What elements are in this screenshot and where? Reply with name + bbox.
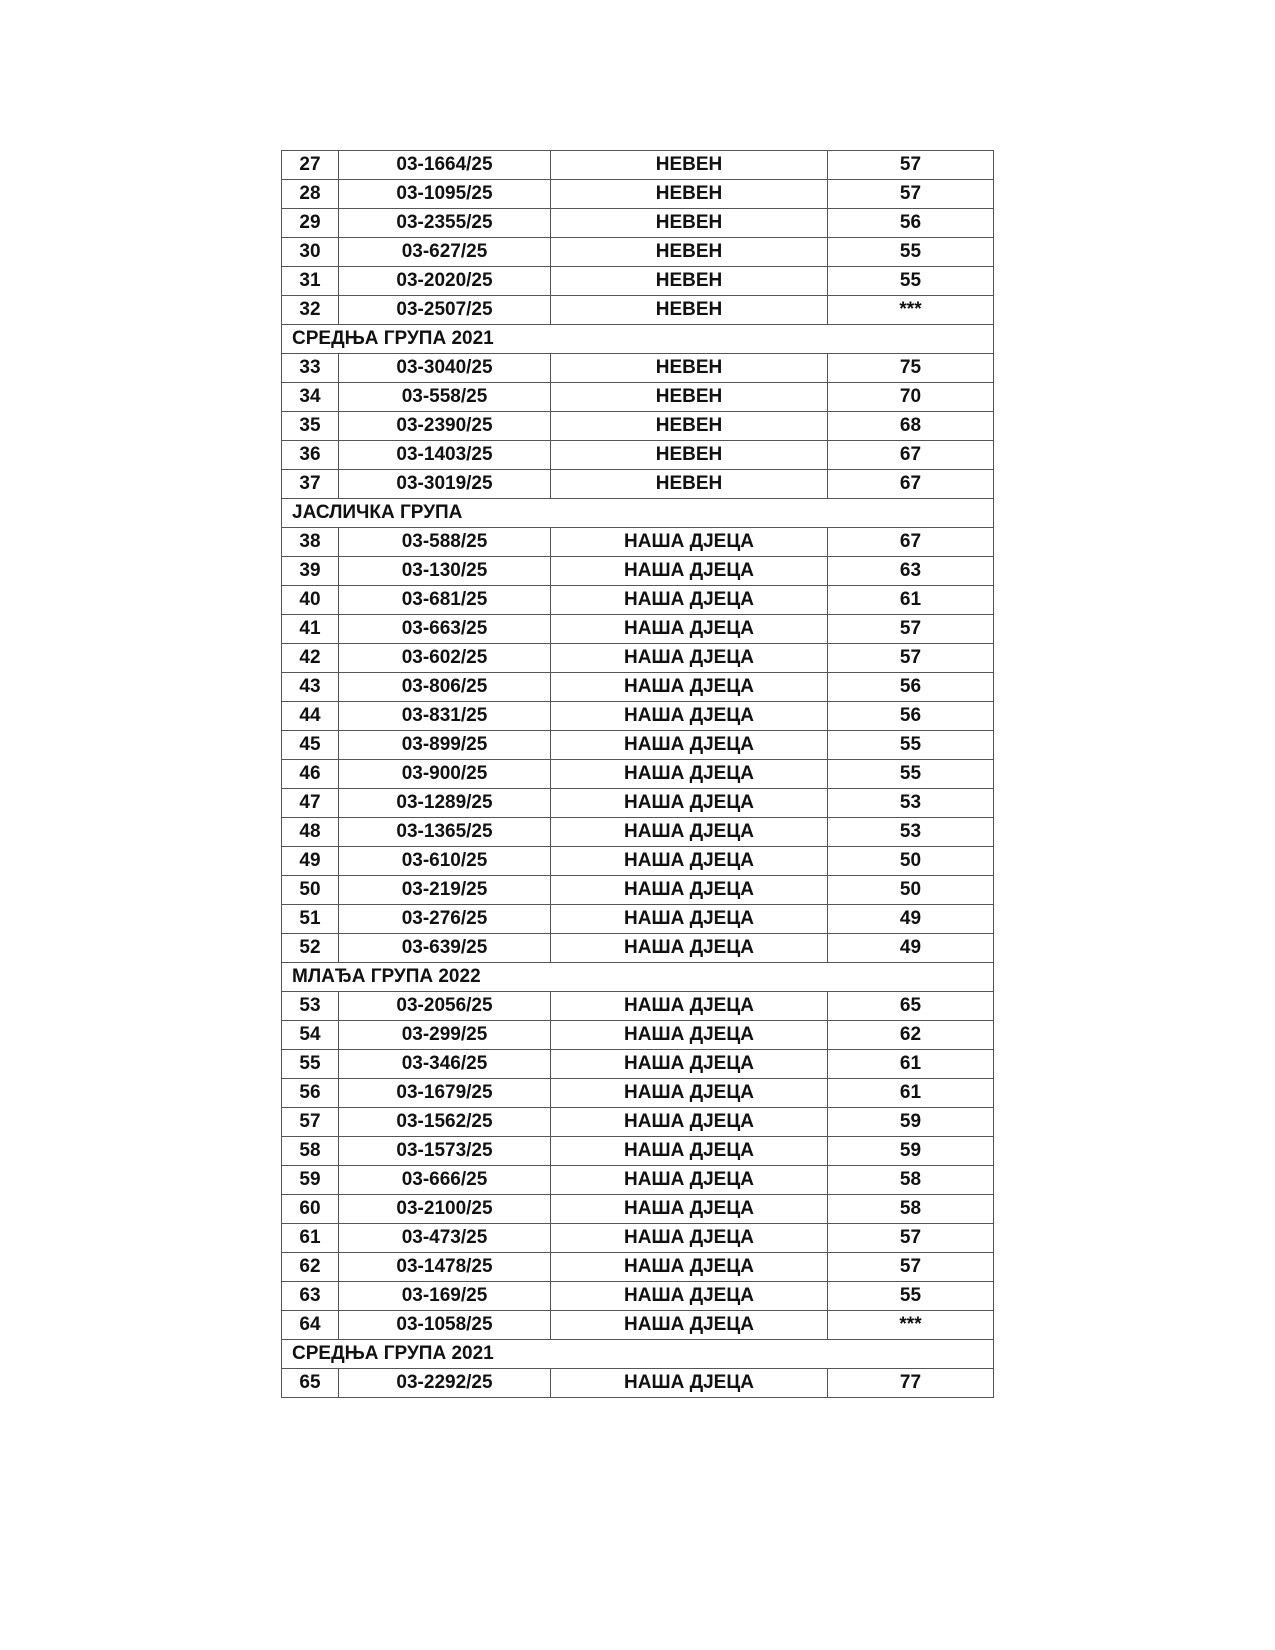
points-value: 59 (828, 1137, 994, 1166)
document-number: 03-219/25 (339, 876, 551, 905)
row-number: 27 (282, 151, 339, 180)
kindergarten-name: НАША ДЈЕЦА (551, 1311, 828, 1340)
row-number: 65 (282, 1369, 339, 1398)
table-row (282, 731, 994, 760)
kindergarten-name: НЕВЕН (551, 151, 828, 180)
points-value: 57 (828, 1253, 994, 1282)
document-number: 03-2390/25 (339, 412, 551, 441)
table-row (282, 354, 994, 383)
table-row (282, 1282, 994, 1311)
points-value: 55 (828, 1282, 994, 1311)
table-row (282, 441, 994, 470)
table-row (282, 1166, 994, 1195)
table-row (282, 1195, 994, 1224)
kindergarten-name: НАША ДЈЕЦА (551, 731, 828, 760)
points-value: 59 (828, 1108, 994, 1137)
table-row (282, 557, 994, 586)
kindergarten-name: НАША ДЈЕЦА (551, 557, 828, 586)
group-label: СРЕДЊА ГРУПА 2021 (282, 1340, 994, 1369)
row-number: 44 (282, 702, 339, 731)
document-number: 03-1365/25 (339, 818, 551, 847)
row-number: 48 (282, 818, 339, 847)
table-row (282, 238, 994, 267)
group-header-row (282, 963, 994, 992)
kindergarten-name: НАША ДЈЕЦА (551, 818, 828, 847)
kindergarten-name: НАША ДЈЕЦА (551, 789, 828, 818)
points-value: *** (828, 1311, 994, 1340)
document-number: 03-831/25 (339, 702, 551, 731)
table-row (282, 1137, 994, 1166)
kindergarten-name: НАША ДЈЕЦА (551, 934, 828, 963)
kindergarten-name: НЕВЕН (551, 180, 828, 209)
table-row (282, 267, 994, 296)
table-row (282, 702, 994, 731)
row-number: 60 (282, 1195, 339, 1224)
points-value: 53 (828, 789, 994, 818)
kindergarten-name: НАША ДЈЕЦА (551, 847, 828, 876)
points-value: 61 (828, 1079, 994, 1108)
row-number: 33 (282, 354, 339, 383)
points-value: 67 (828, 441, 994, 470)
document-number: 03-2020/25 (339, 267, 551, 296)
table-row (282, 1224, 994, 1253)
kindergarten-name: НАША ДЈЕЦА (551, 876, 828, 905)
document-number: 03-2292/25 (339, 1369, 551, 1398)
row-number: 38 (282, 528, 339, 557)
points-value: 57 (828, 180, 994, 209)
row-number: 36 (282, 441, 339, 470)
document-number: 03-3040/25 (339, 354, 551, 383)
document-number: 03-900/25 (339, 760, 551, 789)
points-value: 75 (828, 354, 994, 383)
document-number: 03-588/25 (339, 528, 551, 557)
kindergarten-name: НАША ДЈЕЦА (551, 1079, 828, 1108)
kindergarten-name: НАША ДЈЕЦА (551, 992, 828, 1021)
document-number: 03-299/25 (339, 1021, 551, 1050)
points-value: 58 (828, 1166, 994, 1195)
kindergarten-name: НАША ДЈЕЦА (551, 1253, 828, 1282)
table-row (282, 151, 994, 180)
document-number: 03-1478/25 (339, 1253, 551, 1282)
row-number: 34 (282, 383, 339, 412)
table-row (282, 1021, 994, 1050)
table-row (282, 1050, 994, 1079)
row-number: 59 (282, 1166, 339, 1195)
row-number: 43 (282, 673, 339, 702)
table-row (282, 992, 994, 1021)
kindergarten-name: НАША ДЈЕЦА (551, 1108, 828, 1137)
points-value: 68 (828, 412, 994, 441)
document-number: 03-3019/25 (339, 470, 551, 499)
table-row (282, 1079, 994, 1108)
document-number: 03-130/25 (339, 557, 551, 586)
row-number: 41 (282, 615, 339, 644)
table-row (282, 760, 994, 789)
table-row (282, 644, 994, 673)
points-value: 55 (828, 731, 994, 760)
kindergarten-name: НЕВЕН (551, 383, 828, 412)
row-number: 49 (282, 847, 339, 876)
document-number: 03-558/25 (339, 383, 551, 412)
group-label: ЈАСЛИЧКА ГРУПА (282, 499, 994, 528)
table-row (282, 847, 994, 876)
group-header-row (282, 499, 994, 528)
row-number: 64 (282, 1311, 339, 1340)
kindergarten-name: НАША ДЈЕЦА (551, 528, 828, 557)
row-number: 52 (282, 934, 339, 963)
group-label: СРЕДЊА ГРУПА 2021 (282, 325, 994, 354)
row-number: 57 (282, 1108, 339, 1137)
points-value: 77 (828, 1369, 994, 1398)
document-number: 03-1573/25 (339, 1137, 551, 1166)
kindergarten-name: НАША ДЈЕЦА (551, 1166, 828, 1195)
row-number: 45 (282, 731, 339, 760)
row-number: 51 (282, 905, 339, 934)
table-row (282, 905, 994, 934)
table-row (282, 876, 994, 905)
kindergarten-name: НАША ДЈЕЦА (551, 673, 828, 702)
document-number: 03-1058/25 (339, 1311, 551, 1340)
points-value: 49 (828, 905, 994, 934)
kindergarten-name: НЕВЕН (551, 296, 828, 325)
row-number: 63 (282, 1282, 339, 1311)
points-value: 50 (828, 847, 994, 876)
kindergarten-name: НЕВЕН (551, 412, 828, 441)
kindergarten-name: НЕВЕН (551, 470, 828, 499)
table-row (282, 818, 994, 847)
kindergarten-name: НАША ДЈЕЦА (551, 1282, 828, 1311)
group-header-row (282, 325, 994, 354)
row-number: 29 (282, 209, 339, 238)
kindergarten-name: НАША ДЈЕЦА (551, 1195, 828, 1224)
points-value: 67 (828, 470, 994, 499)
table-row (282, 1311, 994, 1340)
row-number: 30 (282, 238, 339, 267)
points-value: 55 (828, 238, 994, 267)
kindergarten-name: НАША ДЈЕЦА (551, 644, 828, 673)
document-number: 03-1679/25 (339, 1079, 551, 1108)
points-value: *** (828, 296, 994, 325)
document-number: 03-639/25 (339, 934, 551, 963)
table-row (282, 180, 994, 209)
group-label: МЛАЂА ГРУПА 2022 (282, 963, 994, 992)
points-value: 70 (828, 383, 994, 412)
document-number: 03-627/25 (339, 238, 551, 267)
table-row (282, 528, 994, 557)
kindergarten-name: НАША ДЈЕЦА (551, 615, 828, 644)
points-value: 57 (828, 1224, 994, 1253)
table-row (282, 209, 994, 238)
points-value: 57 (828, 151, 994, 180)
kindergarten-name: НАША ДЈЕЦА (551, 1137, 828, 1166)
document-number: 03-610/25 (339, 847, 551, 876)
table-row (282, 412, 994, 441)
row-number: 53 (282, 992, 339, 1021)
document-number: 03-473/25 (339, 1224, 551, 1253)
document-number: 03-346/25 (339, 1050, 551, 1079)
document-number: 03-2056/25 (339, 992, 551, 1021)
table-row (282, 1253, 994, 1282)
table-row (282, 1369, 994, 1398)
row-number: 35 (282, 412, 339, 441)
row-number: 47 (282, 789, 339, 818)
row-number: 37 (282, 470, 339, 499)
row-number: 39 (282, 557, 339, 586)
table-row (282, 296, 994, 325)
ranking-table-body (282, 151, 994, 1398)
row-number: 32 (282, 296, 339, 325)
row-number: 61 (282, 1224, 339, 1253)
document-number: 03-2507/25 (339, 296, 551, 325)
document-number: 03-899/25 (339, 731, 551, 760)
kindergarten-name: НАША ДЈЕЦА (551, 1369, 828, 1398)
row-number: 54 (282, 1021, 339, 1050)
document-number: 03-2100/25 (339, 1195, 551, 1224)
table-row (282, 673, 994, 702)
points-value: 53 (828, 818, 994, 847)
points-value: 56 (828, 702, 994, 731)
points-value: 67 (828, 528, 994, 557)
kindergarten-name: НАША ДЈЕЦА (551, 1021, 828, 1050)
row-number: 50 (282, 876, 339, 905)
row-number: 56 (282, 1079, 339, 1108)
row-number: 42 (282, 644, 339, 673)
row-number: 62 (282, 1253, 339, 1282)
document-number: 03-1289/25 (339, 789, 551, 818)
kindergarten-name: НАША ДЈЕЦА (551, 1224, 828, 1253)
ranking-table (281, 150, 994, 1398)
table-row (282, 586, 994, 615)
document-number: 03-1403/25 (339, 441, 551, 470)
kindergarten-name: НЕВЕН (551, 238, 828, 267)
points-value: 56 (828, 209, 994, 238)
kindergarten-name: НЕВЕН (551, 267, 828, 296)
points-value: 49 (828, 934, 994, 963)
group-header-row (282, 1340, 994, 1369)
document-number: 03-1095/25 (339, 180, 551, 209)
points-value: 55 (828, 760, 994, 789)
document-number: 03-2355/25 (339, 209, 551, 238)
points-value: 57 (828, 615, 994, 644)
row-number: 40 (282, 586, 339, 615)
document-number: 03-681/25 (339, 586, 551, 615)
kindergarten-name: НЕВЕН (551, 441, 828, 470)
kindergarten-name: НЕВЕН (551, 354, 828, 383)
document-number: 03-663/25 (339, 615, 551, 644)
row-number: 31 (282, 267, 339, 296)
kindergarten-name: НАША ДЈЕЦА (551, 702, 828, 731)
points-value: 61 (828, 1050, 994, 1079)
kindergarten-name: НАША ДЈЕЦА (551, 1050, 828, 1079)
points-value: 58 (828, 1195, 994, 1224)
document-number: 03-1664/25 (339, 151, 551, 180)
document-number: 03-169/25 (339, 1282, 551, 1311)
points-value: 57 (828, 644, 994, 673)
points-value: 55 (828, 267, 994, 296)
row-number: 28 (282, 180, 339, 209)
points-value: 56 (828, 673, 994, 702)
table-row (282, 934, 994, 963)
document-number: 03-276/25 (339, 905, 551, 934)
table-row (282, 383, 994, 412)
points-value: 50 (828, 876, 994, 905)
kindergarten-name: НЕВЕН (551, 209, 828, 238)
kindergarten-name: НАША ДЈЕЦА (551, 760, 828, 789)
points-value: 62 (828, 1021, 994, 1050)
row-number: 46 (282, 760, 339, 789)
row-number: 55 (282, 1050, 339, 1079)
row-number: 58 (282, 1137, 339, 1166)
table-row (282, 470, 994, 499)
document-number: 03-602/25 (339, 644, 551, 673)
kindergarten-name: НАША ДЈЕЦА (551, 586, 828, 615)
points-value: 65 (828, 992, 994, 1021)
table-row (282, 1108, 994, 1137)
kindergarten-name: НАША ДЈЕЦА (551, 905, 828, 934)
table-row (282, 789, 994, 818)
points-value: 61 (828, 586, 994, 615)
document-number: 03-806/25 (339, 673, 551, 702)
table-row (282, 615, 994, 644)
document-number: 03-1562/25 (339, 1108, 551, 1137)
points-value: 63 (828, 557, 994, 586)
document-number: 03-666/25 (339, 1166, 551, 1195)
